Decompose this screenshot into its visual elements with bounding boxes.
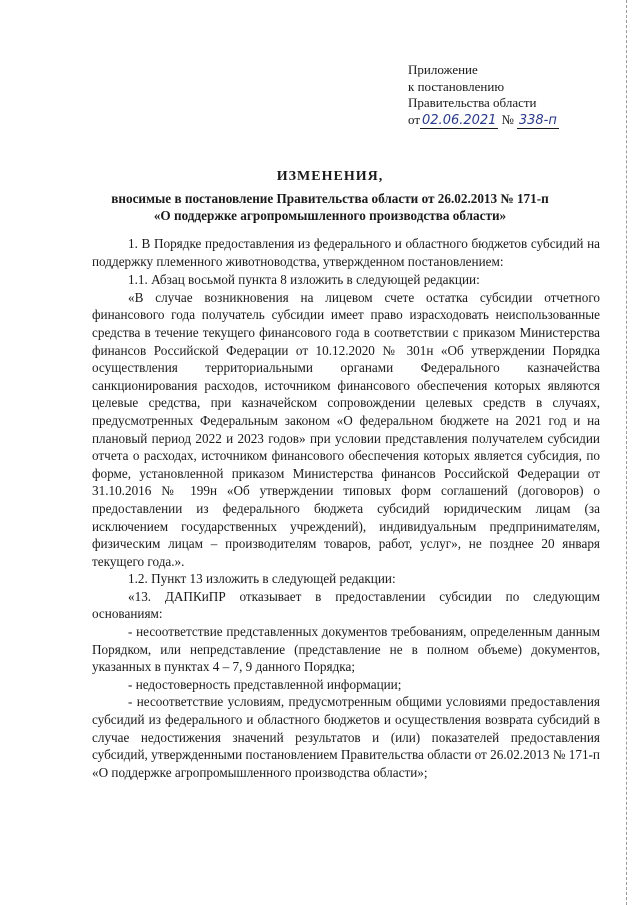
handwritten-number: 338-п <box>518 112 557 128</box>
title-heading: ИЗМЕНЕНИЯ, <box>276 169 384 184</box>
paragraph-quote-13: «13. ДАПКиПР отказывает в предоставлении субсидии по следующим основаниям: <box>92 588 600 622</box>
list-item-1: - несоответствие представленных документов требованиям, определенным данным Порядком, или непредставление (представление не в полном объеме) документов, указанных в пунктах 4 – 7, 9 данного Порядка; <box>92 624 600 675</box>
appendix-block <box>408 62 623 129</box>
appendix-line-2: к постановлению <box>408 78 505 94</box>
list-item-2: - недостоверность представленной информации; <box>128 676 402 692</box>
paragraph-1-1: 1.1. Абзац восьмой пункта 8 изложить в следующей редакции: <box>128 272 480 288</box>
number-prefix: № <box>501 111 514 127</box>
paragraph-1: 1. В Порядке предоставления из федерального и областного бюджетов субсидий на поддержку племенного животноводства, утвержденном постановлением: <box>92 236 600 269</box>
document-body <box>92 235 600 781</box>
page-edge-line <box>626 0 627 905</box>
paragraph-1-2: 1.2. Пункт 13 изложить в следующей редакции: <box>128 571 396 587</box>
date-prefix: от <box>408 111 421 127</box>
appendix-line-3: Правительства области <box>408 95 537 110</box>
title-subtitle-line-1: вносимые в постановление Правительства области от 26.02.2013 № 171-п <box>111 191 549 206</box>
appendix-line-1: Приложение <box>408 62 478 77</box>
appendix-date-line <box>408 112 623 130</box>
paragraph-quote-8: «В случае возникновения на лицевом счете остатка субсидии отчетного финансового года получатель субсидии имеет право израсходовать неиспользованные средства в течение текущего финансового года в соответствии с приказом Министерства финансов Российской Федерации от 10.12.2020 № 301н «Об утверждении Порядка осуществления территориальными органами Федерального казначейства санкционирования расходов, источником финансового обеспечения которых являются целевые средства, при казначейском сопровождении целевых средств в случаях, предусмотренных Федеральным законом «О федеральном бюджете на 2021 год и на плановый период 2022 и 2023 годов» при условии представления получателем субсидии отчета о расходах, источником финансового обеспечения которых является субсидия, по форме, установленной приказом Министерства финансов Российской Федерации от 31.10.2016 № 199н «Об утверждении типовых форм соглашений (договоров) о предоставлении из федерального бюджета субсидий юридическим лицам (за исключением государственных учреждений), индивидуальным предпринимателям, физическим лицам – производителям товаров, работ, услуг», не позднее 20 января текущего года.». <box>92 289 600 569</box>
list-item-3: - несоответствие условиям, предусмотренным общими условиями предоставления субсидий из федерального и областного бюджетов и осуществления возврата субсидий в случае недостижения значений результатов и (или) показателей предоставления субсидий, утвержденными постановлением Правительства области от 26.02.2013 № 171-п «О поддержке агропромышленного производства области»; <box>92 694 600 780</box>
handwritten-date: 02.06.2021 <box>422 112 497 128</box>
title-subtitle-line-2: «О поддержке агропромышленного производства области» <box>153 208 507 223</box>
document-title <box>90 167 570 224</box>
